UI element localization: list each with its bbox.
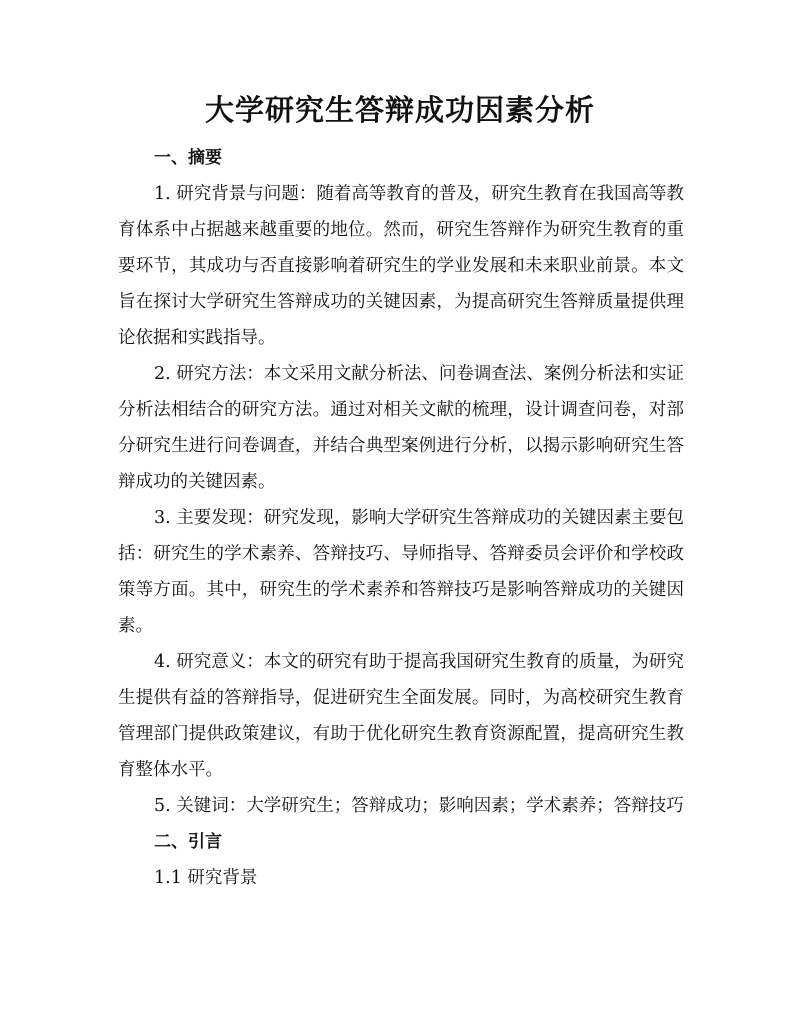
paragraph-findings: 3. 主要发现：研究发现，影响大学研究生答辩成功的关键因素主要包括：研究生的学术素养、答辩技巧、导师指导、答辩委员会评价和学校政策等方面。其中，研究生的学术素养和答辩技巧是影响答辩成功的关键因素。	[118, 508, 684, 636]
section-heading-introduction: 二、引言	[154, 832, 222, 852]
paragraph-significance: 4. 研究意义：本文的研究有助于提高我国研究生教育的质量，为研究生提供有益的答辩指导，促进研究生全面发展。同时，为高校研究生教育管理部门提供政策建议，有助于优化研究生教育资源配置，提高研究生教育整体水平。	[118, 652, 684, 780]
document-body	[118, 140, 684, 896]
paragraph-methods: 2. 研究方法：本文采用文献分析法、问卷调查法、案例分析法和实证分析法相结合的研究方法。通过对相关文献的梳理，设计调查问卷，对部分研究生进行问卷调查，并结合典型案例进行分析，以揭示影响研究生答辩成功的关键因素。	[118, 364, 684, 492]
paragraph-keywords: 5. 关键词：大学研究生；答辩成功；影响因素；学术素养；答辩技巧	[154, 796, 684, 816]
document-title: 大学研究生答辩成功因素分析	[204, 93, 595, 127]
section-heading-abstract: 一、摘要	[154, 148, 222, 168]
paragraph-background: 1. 研究背景与问题：随着高等教育的普及，研究生教育在我国高等教育体系中占据越来越重要的地位。然而，研究生答辩作为研究生教育的重要环节，其成功与否直接影响着研究生的学业发展和未来职业前景。本文旨在探讨大学研究生答辩成功的关键因素，为提高研究生答辩质量提供理论依据和实践指导。	[118, 184, 684, 348]
subsection-heading-background: 1.1 研究背景	[154, 868, 258, 888]
